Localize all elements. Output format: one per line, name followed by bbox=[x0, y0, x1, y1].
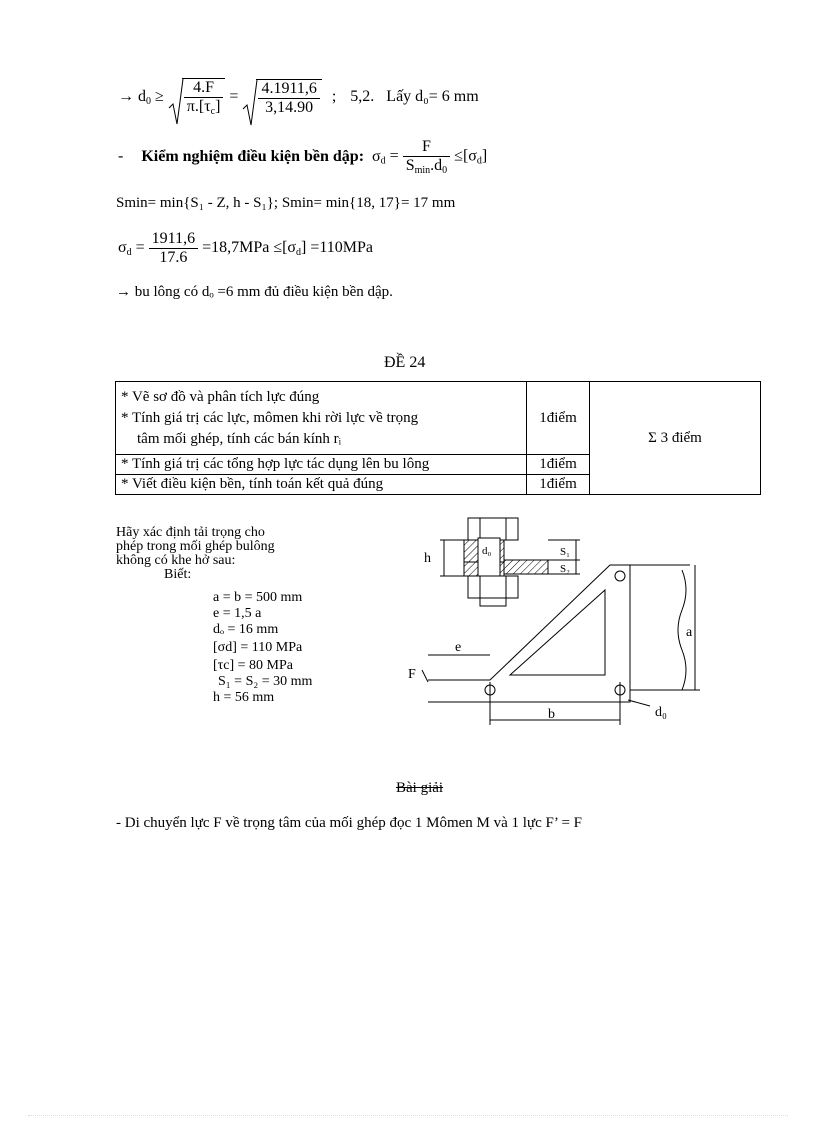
smin-line: Smin= min{S₁ - Z, h - S₁}; Smin= min{18, 17}= 17 mm bbox=[116, 195, 456, 211]
a-label: a bbox=[686, 625, 693, 640]
formula-d0: → $d_0$ ≥ $\frac{4.F}{\pi.[\tau_c]}$ = $\frac{4.1911,6}{3,14.90}$ ; 5,2. Lấy d₀= 6 mm bbox=[118, 78, 479, 117]
bracket-plate bbox=[408, 565, 700, 725]
F-label: F bbox=[408, 667, 416, 682]
b-label: b bbox=[548, 707, 555, 722]
s2-label: S₂ bbox=[560, 563, 570, 575]
solution-title: Bài giải bbox=[396, 780, 444, 796]
d0-label: d₀ bbox=[482, 545, 492, 557]
table-row: * Tính giá trị các tổng hợp lực tác dụng lên bu lông 1điểm bbox=[116, 455, 761, 475]
total-score: Σ 3 điểm bbox=[590, 382, 761, 495]
section-heading: ĐỀ 24 bbox=[384, 354, 426, 371]
bolt-joint-figure bbox=[400, 510, 720, 730]
radical-sign bbox=[168, 78, 184, 128]
s1-label: S₁ bbox=[560, 546, 570, 558]
h-label: h bbox=[424, 551, 431, 566]
score-table bbox=[115, 381, 761, 495]
table-row: * Viết điều kiện bền, tính toán kết quả đúng 1điểm bbox=[116, 475, 761, 495]
page-footer-divider bbox=[28, 1115, 788, 1116]
d0-bottom-label: d₀ bbox=[655, 705, 667, 720]
check-title: Kiểm nghiệm điều kiện bền dập: bbox=[141, 147, 365, 165]
solution-line: - Di chuyển lực F về trọng tâm của mối ghép đọc 1 Mômen M và 1 lực F’ = F bbox=[116, 815, 583, 831]
sqrt-2: $\frac{4.1911,6}{3,14.90}$ bbox=[242, 79, 321, 117]
table-row: * Vẽ sơ đồ và phân tích lực đúng * Tính giá trị các lực, mômen khi rời lực về trọng tâm mối ghép, tính các bán kính rᵢ 1điểm Σ 3 điểm bbox=[116, 382, 761, 455]
radical-sign bbox=[242, 79, 258, 129]
problem-statement: Hãy xác định tải trọng cho phép trong mối ghép bulông không có khe hở sau: Biết: bbox=[116, 525, 275, 582]
e-label: e bbox=[455, 640, 462, 655]
arrow-symbol: → bbox=[118, 88, 134, 106]
sqrt-1: $\frac{4.F}{\pi.[\tau_c]}$ bbox=[168, 78, 226, 117]
sigma-line: $\sigma_d$ = $\frac{1911,6}{17.6}$ $=18,7MPa \le[\sigma_d] =110MPa$ bbox=[118, 230, 374, 266]
conclusion: → bu lông có dₒ =6 mm đủ điều kiện bền dập. bbox=[116, 284, 393, 300]
bolt-section bbox=[424, 518, 580, 606]
check-condition: - Kiểm nghiệm điều kiện bền dập: $\sigma_d$ = $\frac{F}{S_{min}.d_0}$ $\le[\sigma_d]$ bbox=[118, 138, 488, 176]
given-values: a = b = 500 mm e = 1,5 a dₒ = 16 mm [σd] = 110 MPa [τc] = 80 MPa S₁ = S₂ = 30 mm h = 56 mm bbox=[213, 590, 313, 705]
